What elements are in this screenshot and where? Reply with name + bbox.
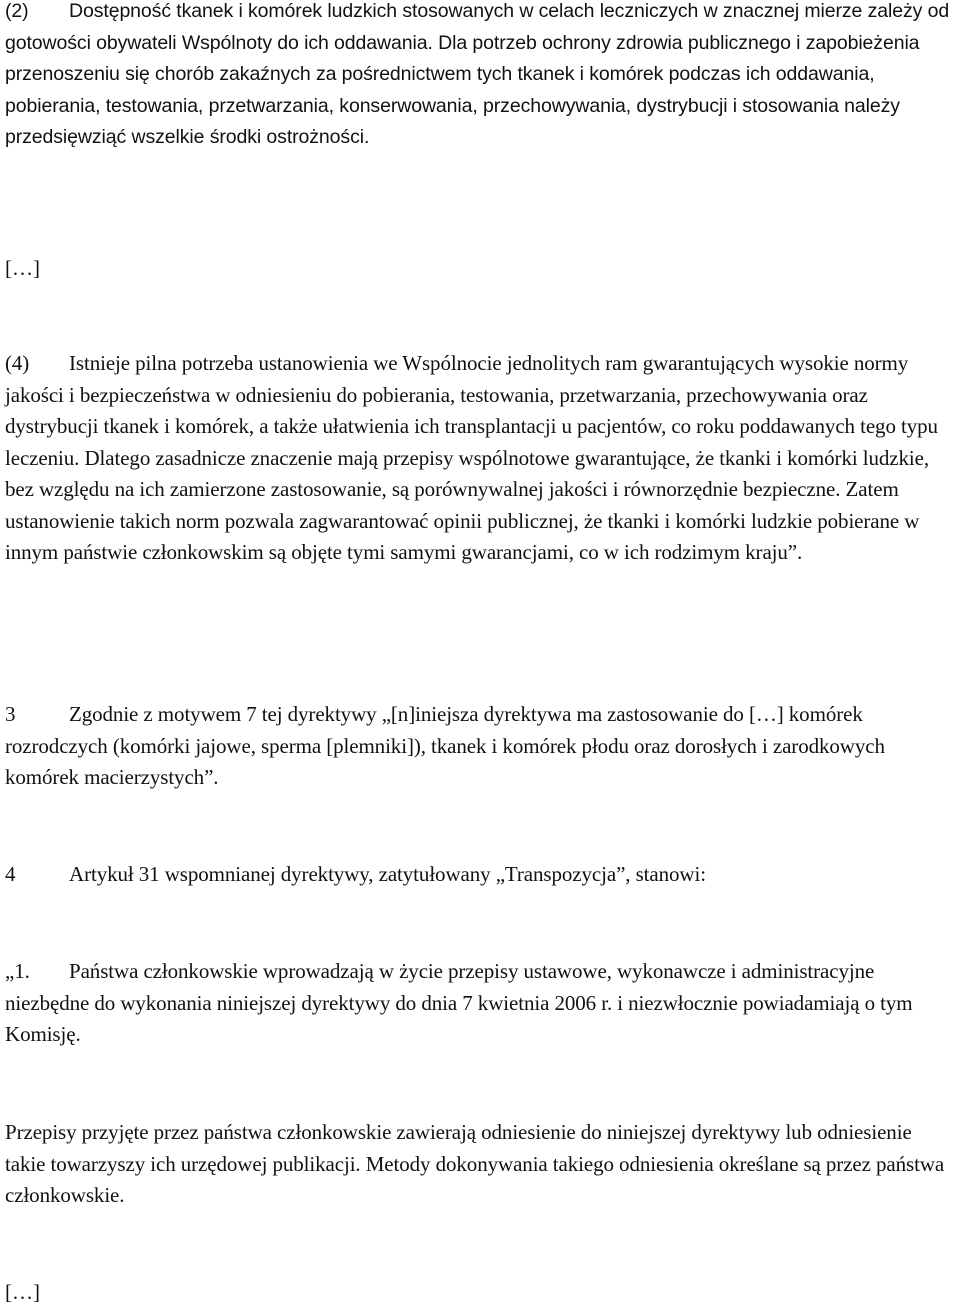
recital-2-number: (2)	[5, 0, 29, 22]
point-3	[5, 699, 957, 794]
point-4-number: 4	[5, 862, 16, 886]
recital-4	[5, 348, 957, 569]
point-4-text: Artykuł 31 wspomnianej dyrektywy, zatytułowany „Transpozycja”, stanowi:	[69, 862, 706, 886]
article-31-paragraph-1-text: Państwa członkowskie wprowadzają w życie przepisy ustawowe, wykonawcze i administracyjne niezbędne do wykonania niniejszej dyrektywy do dnia 7 kwietnia 2006 r. i niezwłocznie powiadamiają o tym Komisję.	[5, 959, 913, 1046]
recital-4-number: (4)	[5, 351, 30, 375]
omission-marker-2: […]	[5, 1280, 40, 1304]
article-31-paragraph-1-number: „1.	[5, 959, 30, 983]
article-31-paragraph-2: Przepisy przyjęte przez państwa członkowskie zawierają odniesienie do niniejszej dyrektywy lub odniesienie takie towarzyszy ich urzędowej publikacji. Metody dokonywania takiego odniesienia określane są przez państwa członkowskie.	[5, 1120, 945, 1207]
point-3-text: Zgodnie z motywem 7 tej dyrektywy „[n]iniejsza dyrektywa ma zastosowanie do […] komórek rozrodczych (komórki jajowe, sperma [plemniki]), tkanek i komórek płodu oraz dorosłych i zarodkowych komórek macierzystych”.	[5, 702, 885, 789]
recital-2	[5, 0, 957, 154]
recital-2-text: Dostępność tkanek i komórek ludzkich stosowanych w celach leczniczych w znacznej mierze zależy od gotowości obywateli Wspólnoty do ich oddawania. Dla potrzeb ochrony zdrowia publicznego i zapobieżenia przenoszeniu się chorób zakaźnych za pośrednictwem tych tkanek i komórek podczas ich oddawania, pobierania, testowania, przetwarzania, konserwowania, przechowywania, dystrybucji i stosowania należy przedsięwziąć wszelkie środki ostrożności.	[5, 0, 950, 148]
point-4	[5, 859, 706, 891]
article-31-paragraph-1	[5, 956, 957, 1051]
recital-4-text: Istnieje pilna potrzeba ustanowienia we Wspólnocie jednolitych ram gwarantujących wysokie normy jakości i bezpieczeństwa w odniesieniu do pobierania, testowania, przetwarzania, przechowywania oraz dystrybucji tkanek i komórek, a także ułatwienia ich transplantacji u pacjentów, co roku poddawanych tego typu leczeniu. Dlatego zasadnicze znaczenie mają przepisy wspólnotowe gwarantujące, że tkanki i komórki ludzkie, bez względu na ich zamierzone zastosowanie, są porównywalnej jakości i równorzędnie bezpieczne. Zatem ustanowienie takich norm pozwala zagwarantować opinii publicznej, że tkanki i komórki ludzkie pobierane w innym państwie członkowskim są objęte tymi samymi gwarancjami, co w ich rodzimym kraju”.	[5, 351, 938, 564]
omission-marker-1: […]	[5, 256, 40, 280]
point-3-number: 3	[5, 702, 16, 726]
